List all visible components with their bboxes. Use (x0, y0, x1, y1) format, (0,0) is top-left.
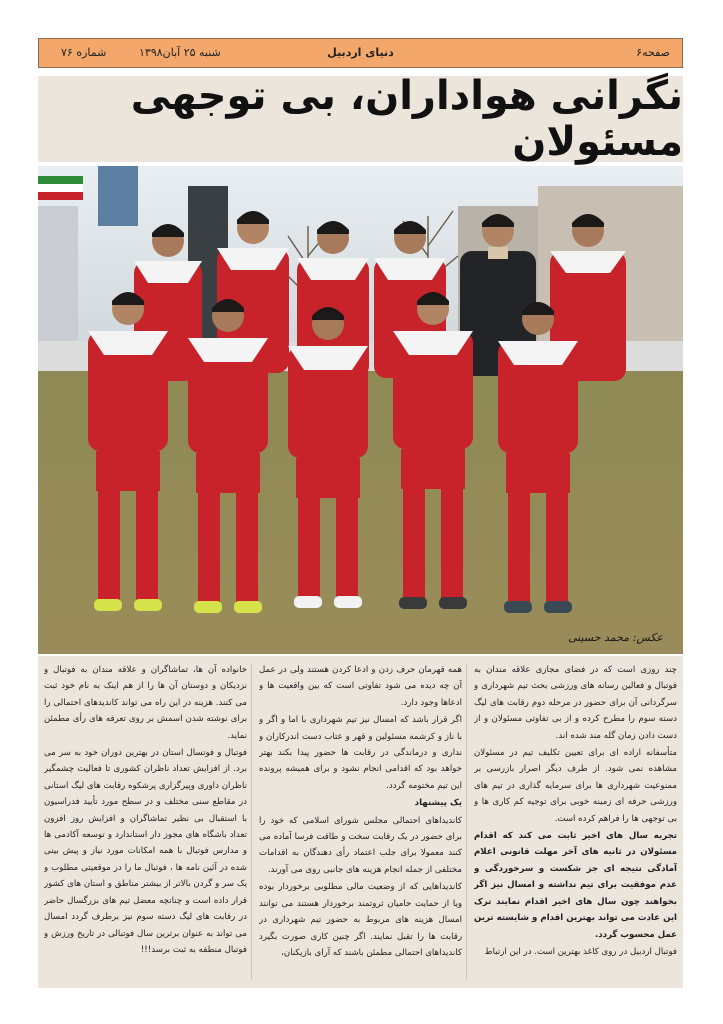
column-divider (251, 664, 252, 980)
team-photo-illustration (38, 166, 683, 654)
article-paragraph: کاندیداهایی که از وضعیت مالی مطلوبی برخوردار بوده ویا از حمایت حامیان ثروتمند برخوردار هستند می توانند امسال هزینه های مربوط به حضور تیم شهرداری در رقابت ها را تقبل نمایند. اگر چنین کاری صورت بگیرد کاندیداهای احتمالی مطمئن باشند که آرای بازیکنان، (259, 882, 462, 958)
headline-box (38, 73, 683, 165)
issue-number: شماره ۷۶ (61, 46, 107, 59)
team-photo (38, 166, 683, 654)
article-paragraph: چند روزی است که در فضای مجازی علاقه مندان به فوتبال و فعالین رسانه های ورزشی بحث تیم شهرداری و سرگردانی آن برای حضور در مرحله دوم رقابت های لیگ دسته سوم را مطرح کرده و از بی تفاوتی مسئولان و از دست دادن زمان گله مند شده اند. (474, 665, 677, 741)
publication-name: دنیای اردبیل (327, 46, 394, 59)
headline: نگرانی هواداران، بی توجهی مسئولان (130, 73, 683, 165)
article-column-1 (474, 662, 677, 982)
article-paragraph: اگر قرار باشد که امسال نیز تیم شهرداری با اما و اگر و با ناز و کرشمه مسئولین و قهر و عتاب دست اندرکاران و نداری و درماندگی در رقابت ها حضور پیدا بکند بهتر خواهد بود که اقدامی انجام نشود و برای همیشه پرونده این تیم مختومه گردد. (259, 715, 462, 791)
building-left (38, 206, 78, 346)
article-body (38, 656, 683, 988)
article-bold-paragraph: تجربه سال های اخیر ثابت می کند که اقدام مسئولان در ثانیه های آخر مهلت قانونی اعلام آمادگی نتیجه ای جز شکست و سرخوردگی و عدم موفقیت برای تیم نداشته و امسال نیز اگر بخواهند چون سال های اخیر اقدام نمایند ترک این عادت می تواند بهترین اقدام و شایسته ترین عمل محسوب گردد. (474, 831, 677, 940)
portrait-banner (98, 166, 138, 226)
page-number: صفحه۶ (636, 46, 670, 59)
article-paragraph: کاندیداهای احتمالی مجلس شورای اسلامی که خود را برای حضور در یک رقابت سخت و طاقت فرسا آماده می کنند معمولا برای جلب اعتماد رأی دهندگان به اقدامات مختلفی از جمله انجام هزینه های جانبی روی می آورند. (259, 815, 462, 875)
article-column-3 (44, 662, 247, 982)
article-paragraph: فوتبال و فوتسال استان در بهترین دوران خود به سر می برد. از افزایش تعداد ناظران کشوری تا فعالیت چشمگیر ناظران داوری وپیرگزاری پرشکوه رقابت های لیگ استانی در مقاطع سنی مختلف و در سطح مورد تأیید فدراسیون با استقبال بی نظیر تماشاگران و افزایش روز افزون تعداد باشگاه های مجوز دار استاندارد و توسعه آکادمی ها و مدارس فوتبال با همه امکانات مورد نیاز و پیش بینی شده در آئین نامه ها ، فوتبال ما را در موقعیتی مطلوب و یک سر و گردن بالاتر از بیشتر مناطق و استان های کشور قرار داده است و چنانچه معضل تیم های بزرگسال حاضر در رقابت های لیگ دسته سوم نیز برطرف گردد امسال می تواند به عنوان برترین سال فوتبالی در تاریخ ورزش و فوتبال منطقه به ثبت برسد!!! (44, 748, 247, 955)
flag-red (38, 192, 83, 200)
article-column-2 (259, 662, 462, 982)
article-paragraph: متأسفانه اراده ای برای تعیین تکلیف تیم در مسئولان مشاهده نمی شود. از طرف دیگر اصرار بازرسی بر ممنوعیت شهرداری ها برای سرمایه گذاری در تیم های ورزشی حرفه ای زمینه خوبی برای توجیه کم کاری ها و بی توجهی ها را فراهم کرده است. (474, 748, 677, 824)
issue-date: شنبه ۲۵ آبان۱۳۹۸ (139, 46, 221, 59)
photographer-signature: عکس: محمد حسینی (568, 631, 663, 644)
page-header-bar (38, 38, 683, 68)
article-paragraph: خانواده آن ها، تماشاگران و علاقه مندان به فوتبال و نزدیکان و دوستان آن ها را از هم اینک به نام خود ثبت می کنند. هزینه در این راه می تواند کاندیدهای احتمالی را برای نوشته شدن اسمش بر روی تعرفه های رأی مطمئن نماید. (44, 665, 247, 741)
article-paragraph: همه قهرمان حرف زدن و ادعا کردن هستند ولی در عمل آن چه دیده می شود تفاوتی است که بین واقعیت ها و ادعاها وجود دارد. (259, 665, 462, 708)
flag-white (38, 184, 83, 192)
column-divider (466, 664, 467, 980)
article-paragraph: فوتبال اردبیل در روی کاغذ بهترین است. در این ارتباط (484, 946, 677, 957)
flag-green (38, 176, 83, 184)
section-heading: یک پیشنهاد (414, 798, 462, 809)
